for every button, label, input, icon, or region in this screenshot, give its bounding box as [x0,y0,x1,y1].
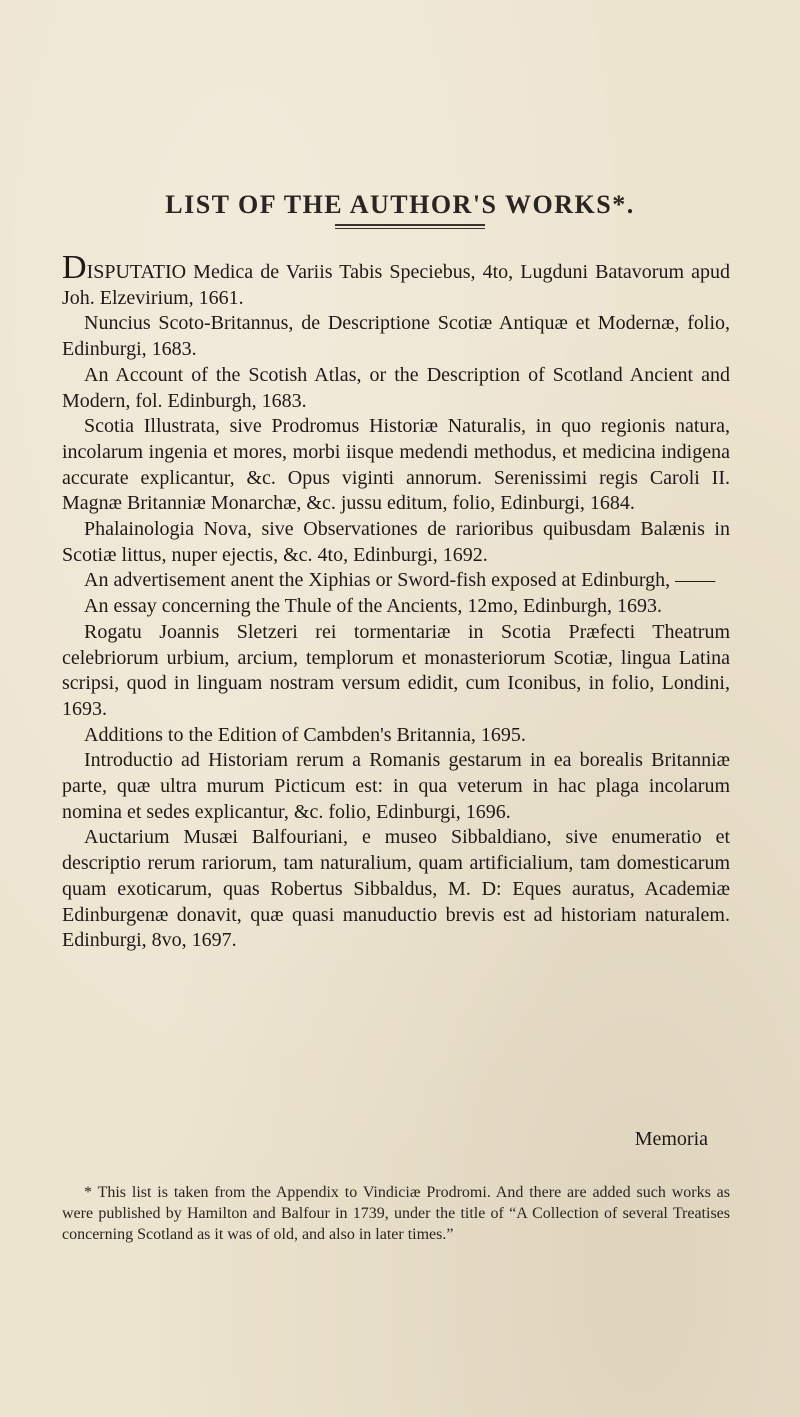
work-entry: Nuncius Scoto-Britannus, de Descriptione Scotiæ Antiquæ et Modernæ, folio, Edinburgi, 1683. [62,312,730,361]
work-entry: An essay concerning the Thule of the Ancients, 12mo, Edinburgh, 1693. [84,595,663,618]
catchword: Memoria [634,1128,708,1150]
work-entry: An Account of the Scotish Atlas, or the Description of Scotland Ancient and Modern, fol. Edinburgh, 1683. [62,363,730,412]
drop-capital: D [62,249,87,286]
work-entry: Phalainologia Nova, sive Observationes de rarioribus quibusdam Balænis in Scotiæ littus, nuper ejectis, &c. 4to, Edinburgi, 1692. [62,518,730,566]
work-entry [62,249,730,311]
work-entry: Scotia Illustrata, sive Prodromus Historiæ Naturalis, in quo regionis natura, incolarum ingenia et mores, morbi iisque medendi methodus, et medicina indigena accurate explicantur, &c. Opus viginti annorum. Serenissimi regis Caroli II. Magnæ Britanniæ Monarchæ, &c. jussu editum, folio, Edinburgi, 1684. [62,415,730,515]
work-entry: Rogatu Joannis Sletzeri rei tormentariæ in Scotia Præfecti Theatrum celebriorum urbium, arcium, templorum et monasteriorum Scotiæ, lingua Latina scripsi, quod in linguam nostram versum edidit, cum Iconibus, in folio, Londini, 1693. [62,620,730,720]
work-entry: An advertisement anent the Xiphias or Sword-fish exposed at Edinburgh, —— [84,569,716,592]
work-entry: Additions to the Edition of Cambden's Britannia, 1695. [84,723,526,746]
works-list [62,249,730,954]
page-title: LIST OF THE AUTHOR'S WORKS*. [165,190,635,219]
footnote: * This list is taken from the Appendix to Vindiciæ Prodromi. And there are added such works as were published by Hamilton and Balfour in 1739, under the title of “A Collection of several Treatises concerning Scotland as it was of old, and also in later times.” [62,1184,730,1243]
work-entry: Auctarium Musæi Balfouriani, e museo Sibbaldiano, sive enumeratio et descriptio rerum rariorum, tam naturalium, quam artificialium, tam domesticarum quam exoticarum, quas Robertus Sibbaldus, M. D: Eques auratus, Academiæ Edinburgenæ donavit, quæ quasi manuductio brevis est ad historiam naturalem. Edinburgi, 8vo, 1697. [62,826,730,952]
title-rule [335,224,485,226]
work-entry-text: ISPUTATIO Medica de Variis Tabis Speciebus, 4to, Lugduni Batavorum apud Joh. Elzevirium, 1661. [62,261,730,309]
work-entry: Introductio ad Historiam rerum a Romanis gestarum in ea borealis Britanniæ parte, quæ ultra murum Picticum est: in qua veterum in hac plaga incolarum nomina et sedes explicantur, &c. folio, Edinburgi, 1696. [62,749,730,823]
